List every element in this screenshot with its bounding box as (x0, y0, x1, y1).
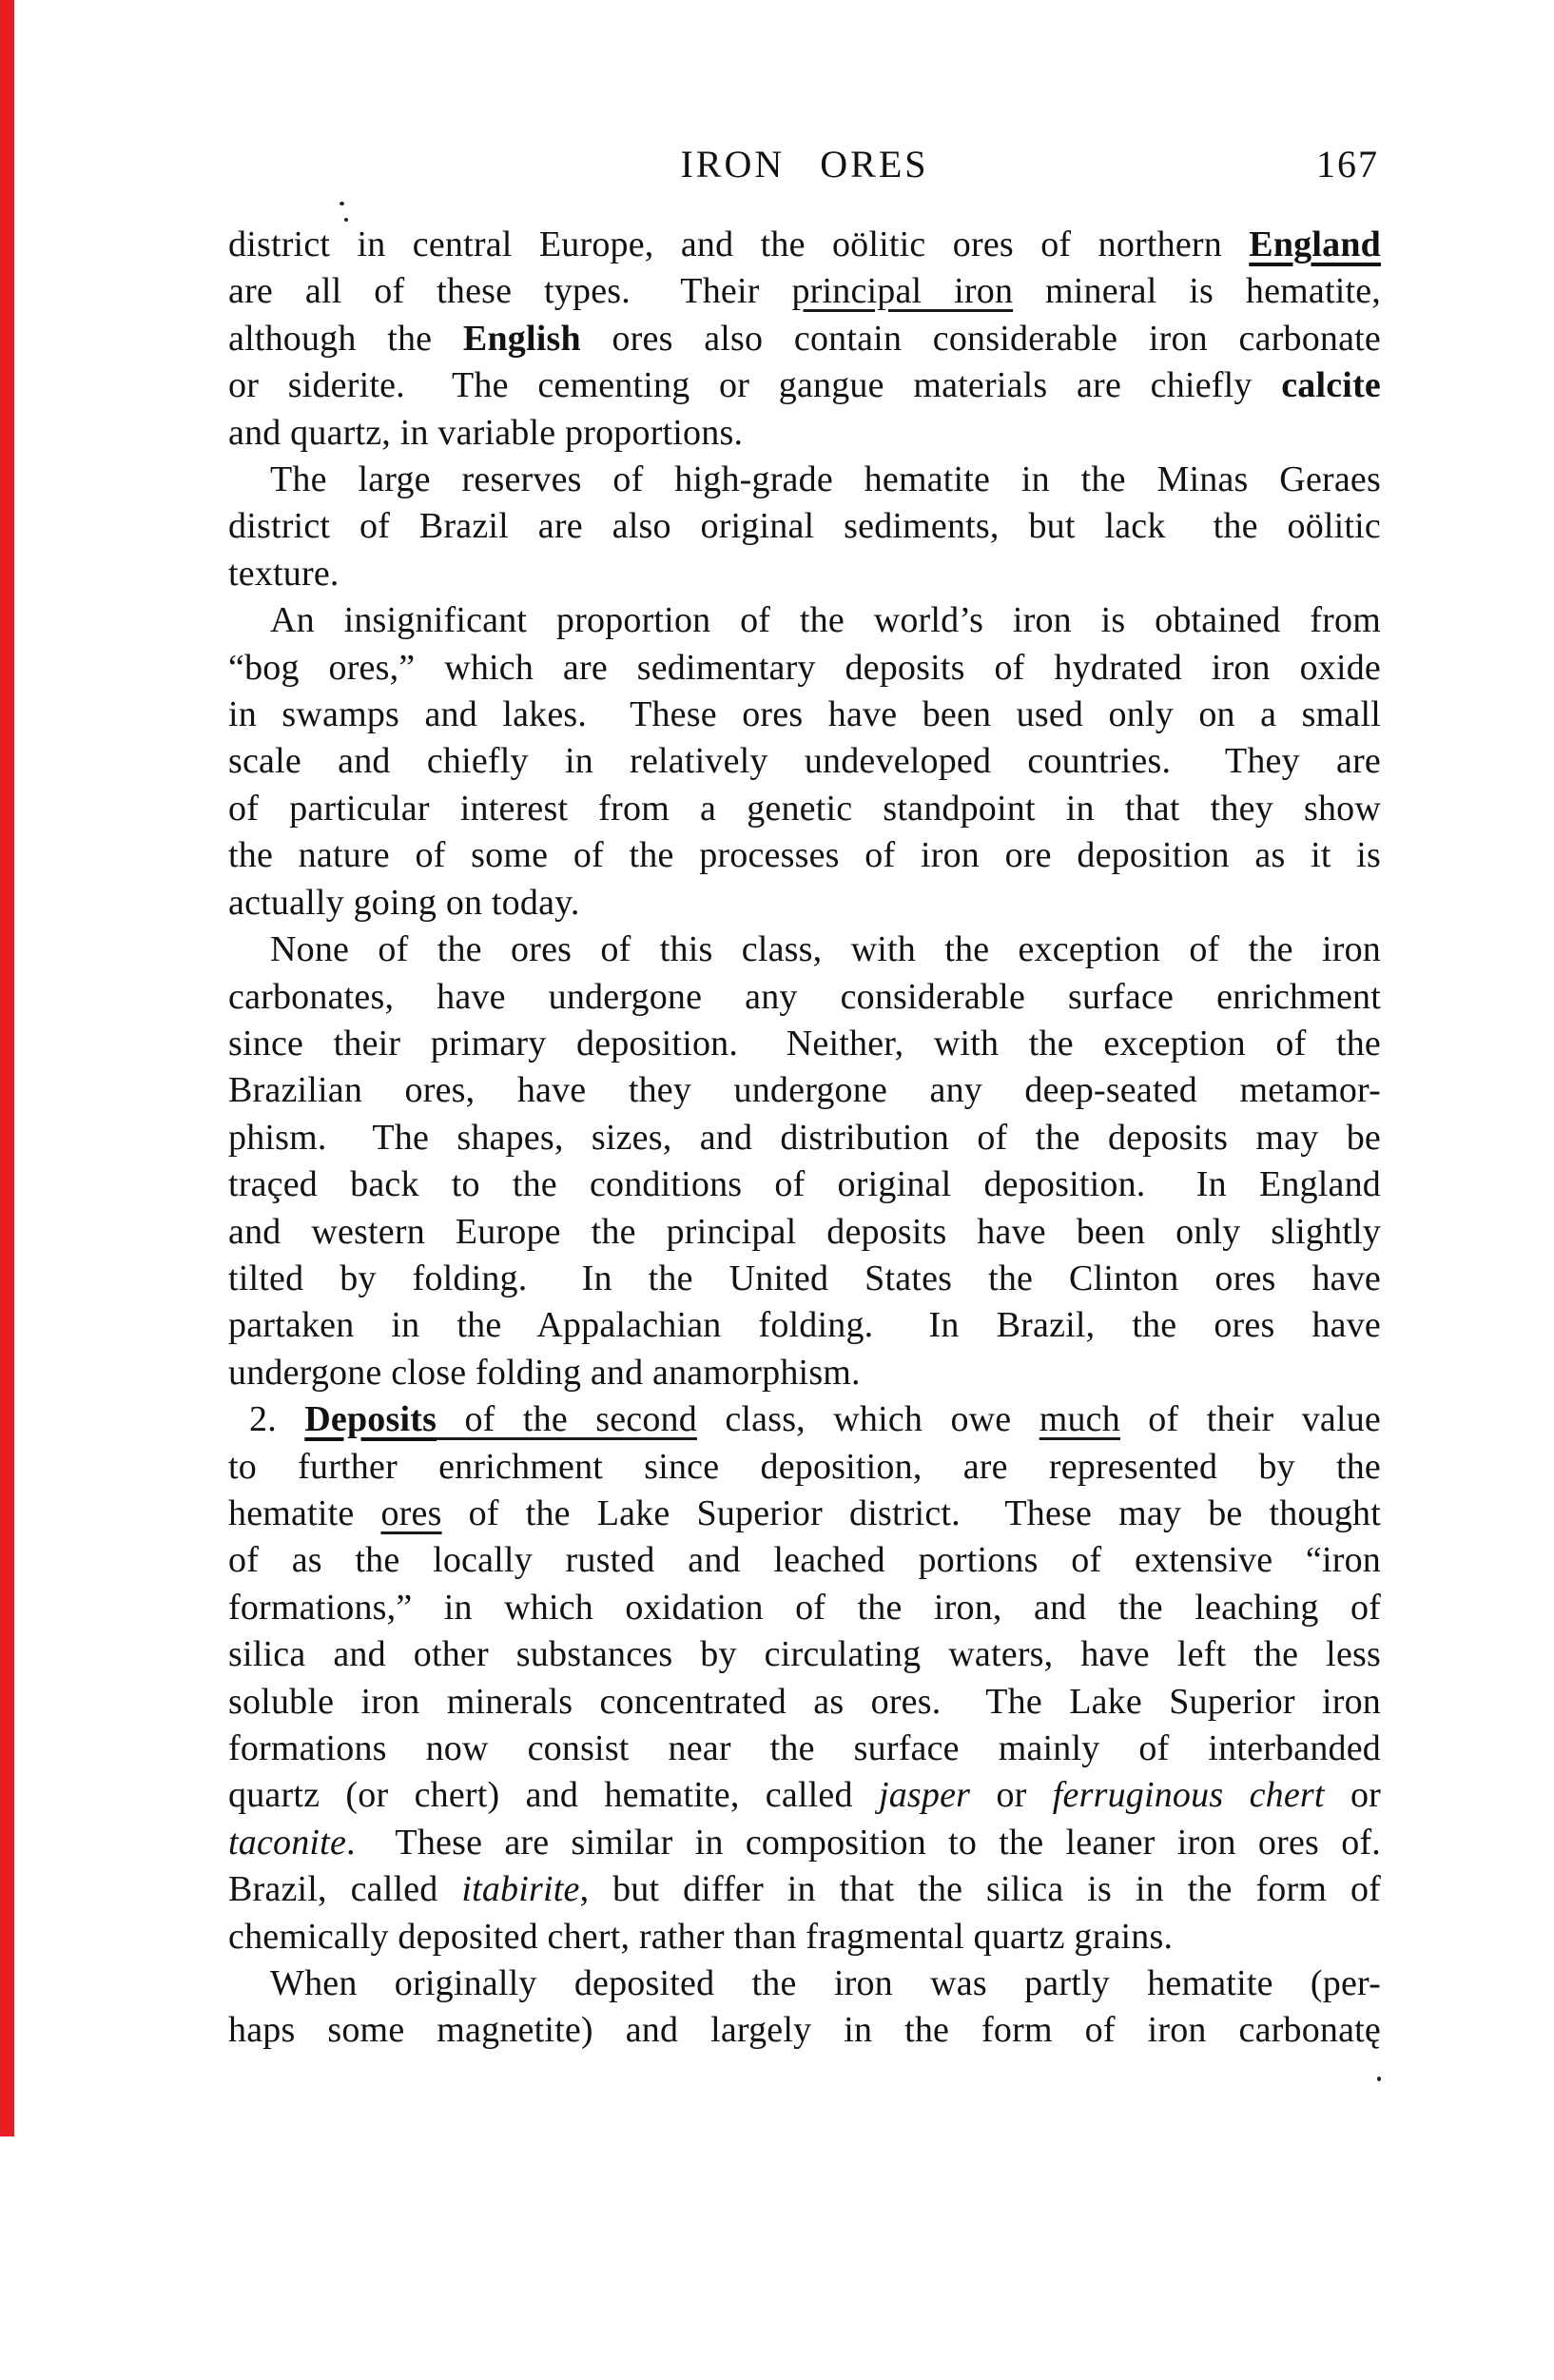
text-line: The large reserves of high-grade hematite in the Minas Geraes (270, 459, 1381, 500)
text-line: Brazilian ores, have they undergone any deep-seated metamor- (228, 1070, 1381, 1111)
ink-speck (340, 202, 344, 205)
text-line: or siderite. The cementing or gangue materials are chiefly calcite (228, 365, 1381, 406)
text-line: taconite. These are similar in composition to the leaner iron ores of. (228, 1822, 1381, 1863)
page-number: 167 (1316, 143, 1379, 185)
page-header-title: IRON ORES (680, 143, 929, 185)
text-line: district in central Europe, and the oölitic ores of northern England (228, 224, 1381, 264)
ink-speck (1377, 2077, 1381, 2081)
pen-underlined-text: of the second (437, 1399, 697, 1440)
text-line: scale and chiefly in relatively undeveloped countries. They are (228, 741, 1381, 782)
text-line: the nature of some of the processes of iron ore deposition as it is (228, 835, 1381, 876)
text-line: 2. Deposits of the second class, which owe much of their value (249, 1399, 1381, 1440)
text-line: since their primary deposition. Neither, with the exception of the (228, 1023, 1381, 1063)
text-line: of as the locally rusted and leached portions of extensive “iron (228, 1540, 1381, 1581)
ink-speck (344, 218, 348, 222)
text-line: tilted by folding. In the United States the Clinton ores have (228, 1258, 1381, 1298)
text-line: to further enrichment since deposition, are represented by the (228, 1446, 1381, 1487)
italic-term: taconite (228, 1822, 347, 1863)
text-line: although the English ores also contain considerable iron carbonate (228, 318, 1381, 359)
text-line: “bog ores,” which are sedimentary deposits of hydrated iron oxide (228, 647, 1381, 688)
text-line: When originally deposited the iron was partly hematite (per- (270, 1963, 1381, 2004)
italic-term: ferruginous chert (1052, 1775, 1325, 1816)
text-line: actually going on today. (228, 882, 580, 923)
text-line: traçed back to the conditions of original deposition. In England (228, 1164, 1381, 1205)
text-line: Brazil, called itabirite, but differ in that the silica is in the form of (228, 1869, 1381, 1910)
emphasized-text: English (462, 318, 581, 359)
text-line: silica and other substances by circulating waters, have left the less (228, 1634, 1381, 1675)
text-line: texture. (228, 553, 340, 594)
text-line: formations,” in which oxidation of the iron, and the leaching of (228, 1587, 1381, 1628)
text-line: and western Europe the principal deposits have been only slightly (228, 1211, 1381, 1252)
pen-underlined-text: England (1249, 224, 1381, 264)
italic-term: jasper (878, 1775, 971, 1816)
text-line: are all of these types. Their principal iron mineral is hematite, (228, 271, 1381, 312)
red-edge-strip (0, 0, 14, 2136)
pen-underlined-text: ores (380, 1492, 442, 1533)
text-line: quartz (or chert) and hematite, called jasper or ferruginous chert or (228, 1775, 1381, 1816)
text-line: An insignificant proportion of the world’s iron is obtained from (270, 600, 1381, 641)
text-line: phism. The shapes, sizes, and distribution of the deposits may be (228, 1117, 1381, 1158)
text-line: and quartz, in variable proportions. (228, 412, 744, 453)
emphasized-text: calcite (1281, 365, 1381, 406)
text-line: in swamps and lakes. These ores have been used only on a small (228, 694, 1381, 735)
italic-term: itabirite (461, 1869, 580, 1910)
text-line: of particular interest from a genetic standpoint in that they show (228, 788, 1381, 829)
text-line: chemically deposited chert, rather than fragmental quartz grains. (228, 1916, 1174, 1957)
text-line: undergone close folding and anamorphism. (228, 1352, 861, 1393)
text-line: haps some magnetite) and largely in the form of iron carbonatę (228, 2010, 1381, 2051)
pen-underlined-text: principal iron (791, 271, 1014, 312)
text-line: carbonates, have undergone any considerable surface enrichment (228, 976, 1381, 1017)
text-block (228, 222, 1381, 2055)
text-line: hematite ores of the Lake Superior district. These may be thought (228, 1492, 1381, 1533)
text-line: partaken in the Appalachian folding. In Brazil, the ores have (228, 1305, 1381, 1346)
text-line: soluble iron minerals concentrated as ores. The Lake Superior iron (228, 1681, 1381, 1722)
pen-underlined-text: much (1039, 1399, 1120, 1440)
text-line: district of Brazil are also original sediments, but lack the oölitic (228, 506, 1381, 547)
text-line: None of the ores of this class, with the exception of the iron (270, 929, 1381, 970)
text-line: formations now consist near the surface mainly of interbanded (228, 1728, 1381, 1768)
pen-underlined-text: Deposits (304, 1399, 437, 1440)
